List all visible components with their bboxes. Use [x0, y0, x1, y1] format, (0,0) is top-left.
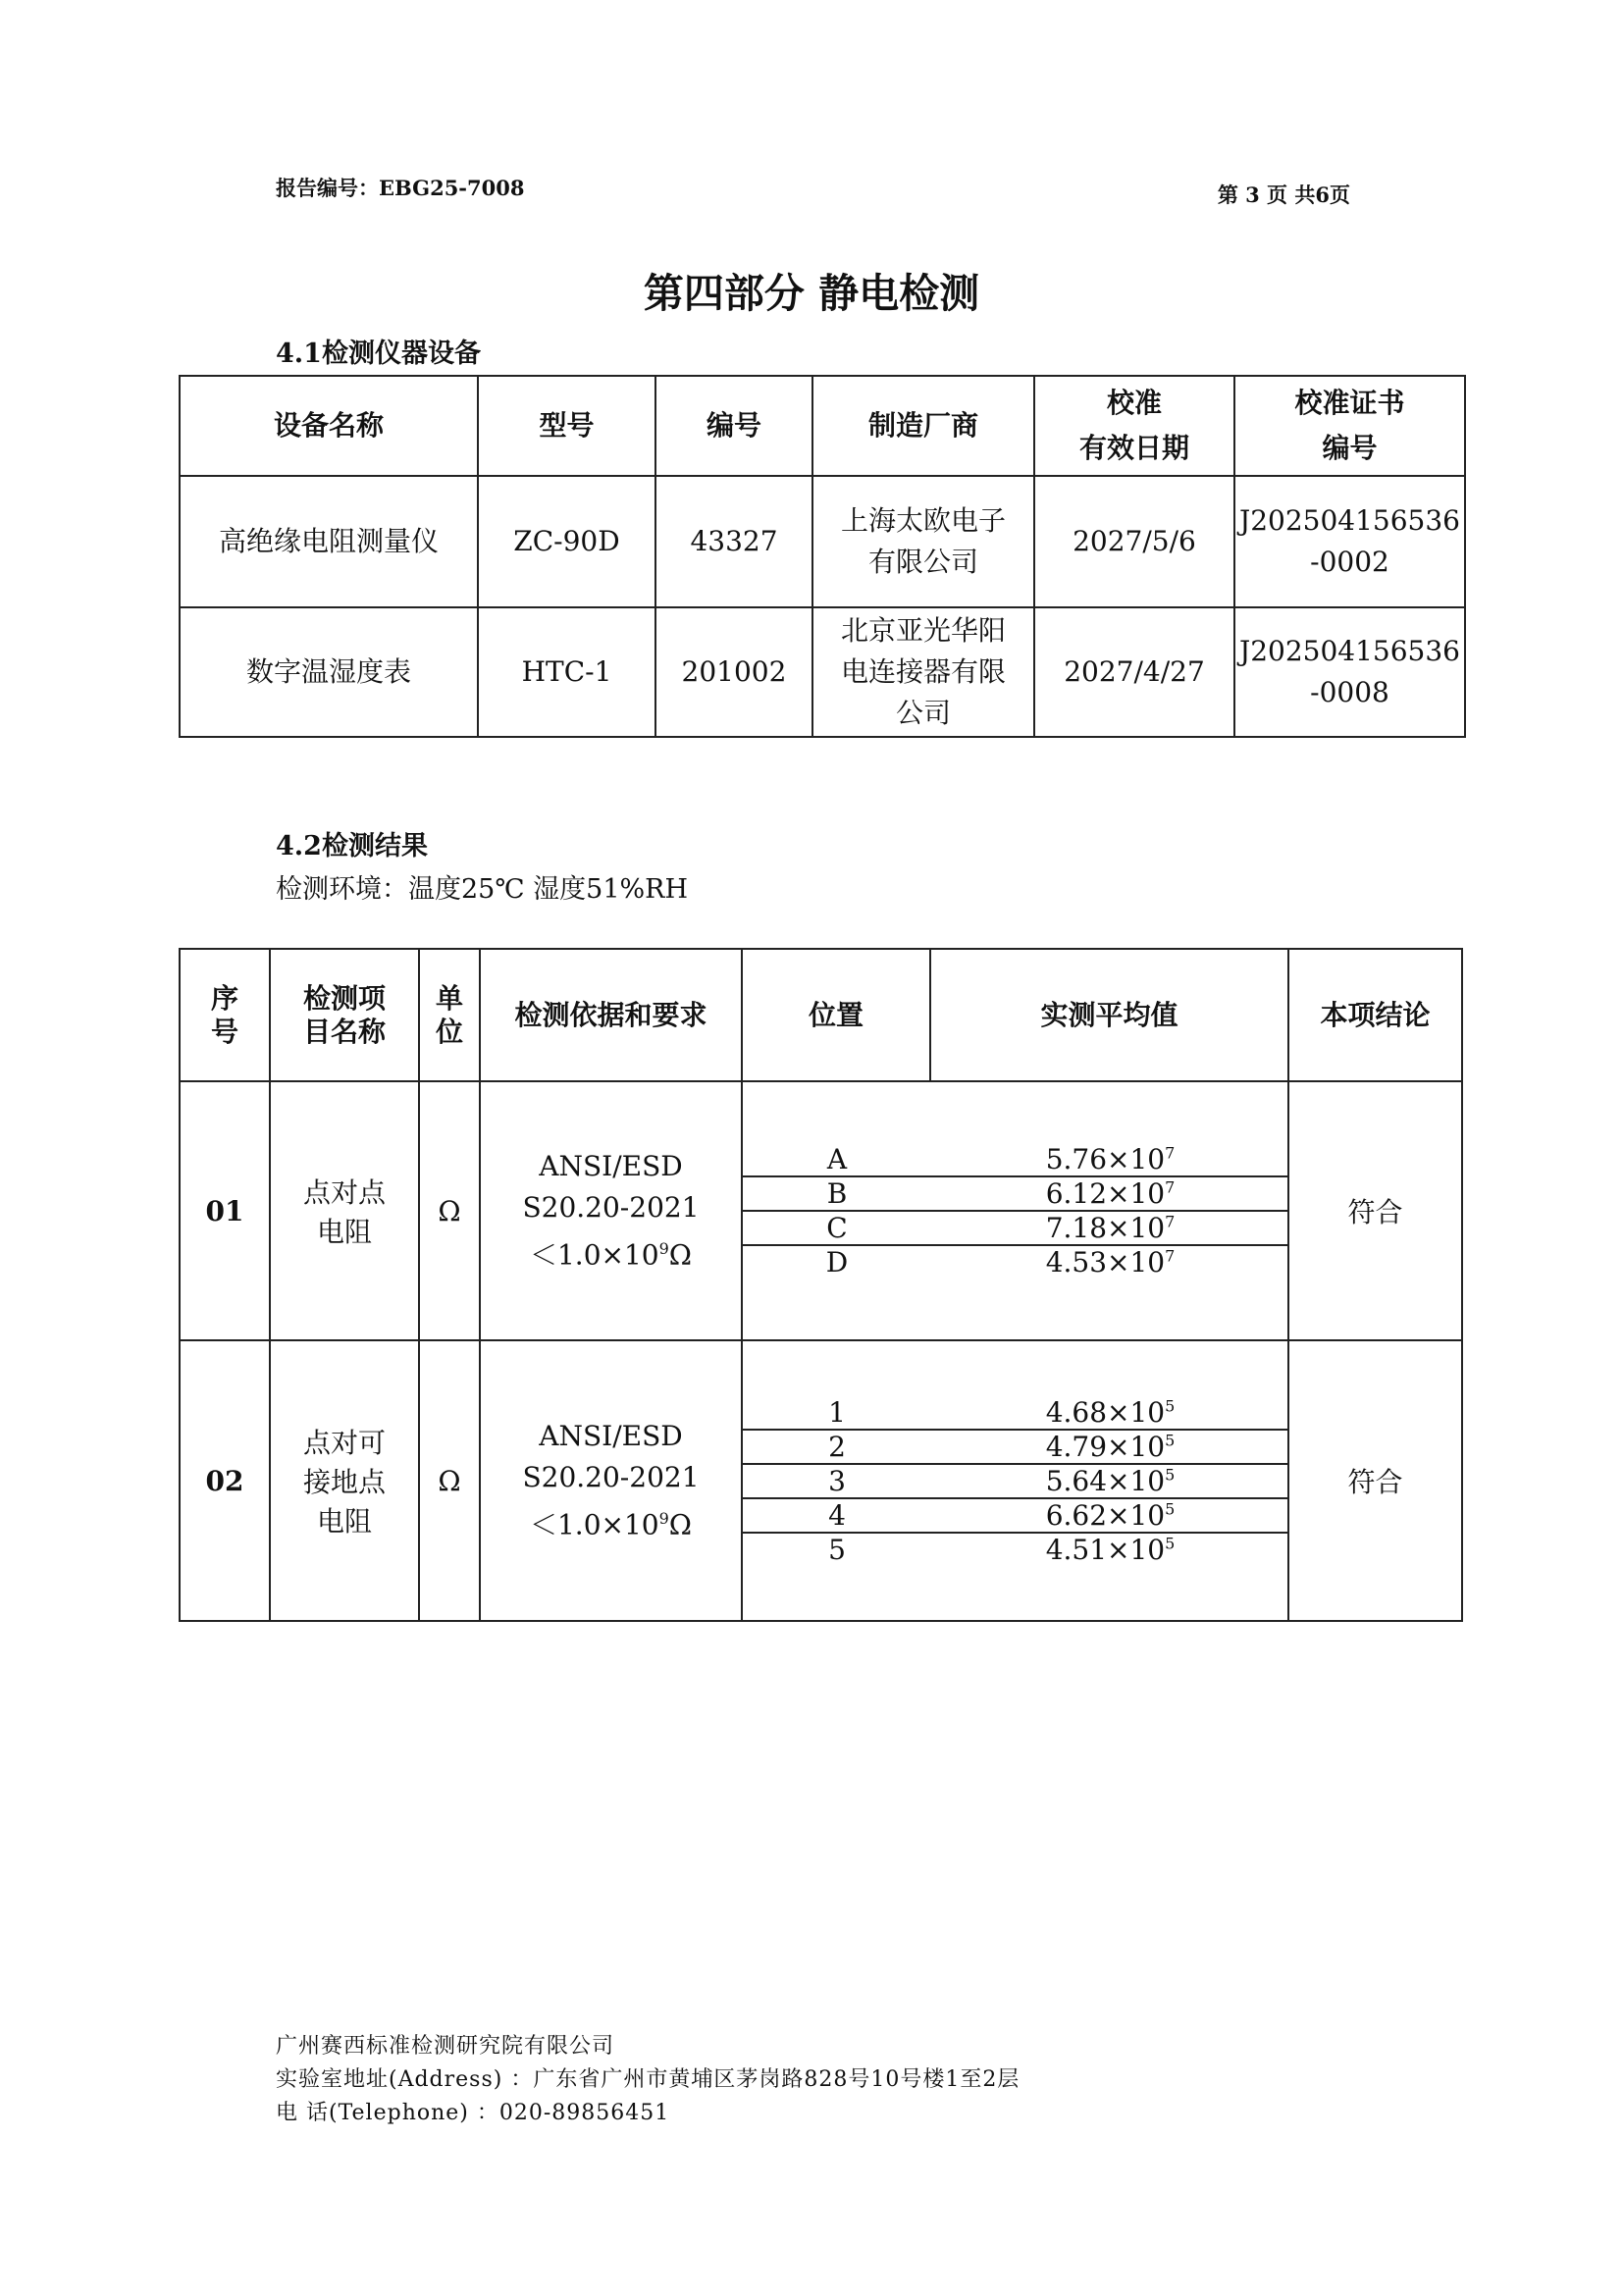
measurement-row: [743, 1430, 1289, 1464]
col-header-serial: 编号: [655, 376, 812, 476]
results-header-row: [180, 949, 1462, 1081]
result-item-row: [180, 1340, 1462, 1621]
equipment-model: ZC-90D: [478, 476, 655, 607]
equipment-table: [179, 375, 1466, 738]
measurement-row: [743, 1533, 1289, 1566]
col-header-seq: 序 号: [180, 949, 270, 1081]
standard-requirement: $<1.0\times 10^9\Omega$: [529, 1508, 693, 1541]
measurement-position: 1: [743, 1396, 931, 1430]
measurement-value: $4.51\times 10^5$: [931, 1533, 1289, 1566]
equipment-certificate: J202504156536 -0002: [1234, 476, 1465, 607]
equipment-header-row: [180, 376, 1465, 476]
equipment-name: 高绝缘电阻测量仪: [180, 476, 478, 607]
equipment-serial: 201002: [655, 607, 812, 737]
measurement-position: B: [743, 1176, 931, 1211]
equipment-name: 数字温湿度表: [180, 607, 478, 737]
result-measurements: [742, 1081, 1288, 1340]
page-title: 第四部分 静电检测: [643, 270, 980, 317]
col-header-conclusion: 本项结论: [1288, 949, 1462, 1081]
measurement-value: $7.18\times 10^7$: [931, 1211, 1289, 1245]
col-header-unit: 单 位: [419, 949, 480, 1081]
measurement-position: C: [743, 1211, 931, 1245]
result-unit: Ω: [419, 1081, 480, 1340]
col-header-standard: 检测依据和要求: [480, 949, 742, 1081]
col-header-model: 型号: [478, 376, 655, 476]
result-standard: [480, 1340, 742, 1621]
measurement-row: [743, 1498, 1289, 1533]
col-header-name: 设备名称: [180, 376, 478, 476]
equipment-manufacturer: 北京亚光华阳 电连接器有限 公司: [812, 607, 1034, 737]
result-standard: [480, 1081, 742, 1340]
col-header-item: 检测项 目名称: [270, 949, 419, 1081]
measurement-position: 4: [743, 1498, 931, 1533]
equipment-manufacturer: 上海太欧电子 有限公司: [812, 476, 1034, 607]
results-heading: 4.2检测结果: [276, 831, 428, 861]
measurement-value: $4.53\times 10^7$: [931, 1245, 1289, 1278]
measurement-row: [743, 1464, 1289, 1498]
measurement-value: $4.68\times 10^5$: [931, 1396, 1289, 1430]
report-number: 报告编号：EBG25-7008: [276, 176, 525, 200]
standard-requirement: $<1.0\times 10^9\Omega$: [529, 1238, 693, 1272]
col-header-calibration-date: 校准 有效日期: [1034, 376, 1234, 476]
standard-reference: ANSI/ESD S20.20-2021: [522, 1149, 700, 1224]
equipment-model: HTC-1: [478, 607, 655, 737]
standard-reference: ANSI/ESD S20.20-2021: [522, 1419, 700, 1493]
measurement-value: $5.64\times 10^5$: [931, 1464, 1289, 1498]
measurement-value: $5.76\times 10^7$: [931, 1143, 1289, 1176]
result-item-name: 点对可 接地点 电阻: [270, 1340, 419, 1621]
measurement-subtable: [743, 1143, 1289, 1278]
measurement-value: $4.79\times 10^5$: [931, 1430, 1289, 1464]
col-header-manufacturer: 制造厂商: [812, 376, 1034, 476]
col-header-certificate: 校准证书 编号: [1234, 376, 1465, 476]
measurement-position: D: [743, 1245, 931, 1278]
result-seq: 02: [180, 1340, 270, 1621]
results-table: [179, 948, 1463, 1622]
result-measurements: [742, 1340, 1288, 1621]
measurement-subtable: [743, 1396, 1289, 1566]
measurement-value: $6.12\times 10^7$: [931, 1176, 1289, 1211]
page-indicator: 第 3 页 共6页: [1217, 183, 1350, 207]
result-item-name: 点对点 电阻: [270, 1081, 419, 1340]
result-seq: 01: [180, 1081, 270, 1340]
result-item-row: [180, 1081, 1462, 1340]
equipment-calibration-date: 2027/4/27: [1034, 607, 1234, 737]
col-header-average: 实测平均值: [930, 949, 1288, 1081]
test-environment: 检测环境：温度25℃ 湿度51%RH: [276, 874, 689, 905]
measurement-position: 3: [743, 1464, 931, 1498]
footer-phone: 电 话(Telephone) ：020-89856451: [276, 2101, 670, 2125]
equipment-calibration-date: 2027/5/6: [1034, 476, 1234, 607]
measurement-value: $6.62\times 10^5$: [931, 1498, 1289, 1533]
measurement-position: 5: [743, 1533, 931, 1566]
col-header-position: 位置: [742, 949, 930, 1081]
measurement-row: [743, 1396, 1289, 1430]
equipment-row: [180, 476, 1465, 607]
footer-company: 广州赛西标准检测研究院有限公司: [276, 2034, 615, 2059]
measurement-row: [743, 1176, 1289, 1211]
equipment-certificate: J202504156536 -0008: [1234, 607, 1465, 737]
equipment-heading: 4.1检测仪器设备: [276, 339, 481, 369]
measurement-row: [743, 1245, 1289, 1278]
result-conclusion: 符合: [1288, 1340, 1462, 1621]
result-unit: Ω: [419, 1340, 480, 1621]
footer-address: 实验室地址(Address) ：广东省广州市黄埔区茅岗路828号10号楼1至2层: [276, 2067, 1021, 2092]
measurement-position: A: [743, 1143, 931, 1176]
measurement-row: [743, 1211, 1289, 1245]
measurement-position: 2: [743, 1430, 931, 1464]
equipment-serial: 43327: [655, 476, 812, 607]
equipment-row: [180, 607, 1465, 737]
measurement-row: [743, 1143, 1289, 1176]
result-conclusion: 符合: [1288, 1081, 1462, 1340]
